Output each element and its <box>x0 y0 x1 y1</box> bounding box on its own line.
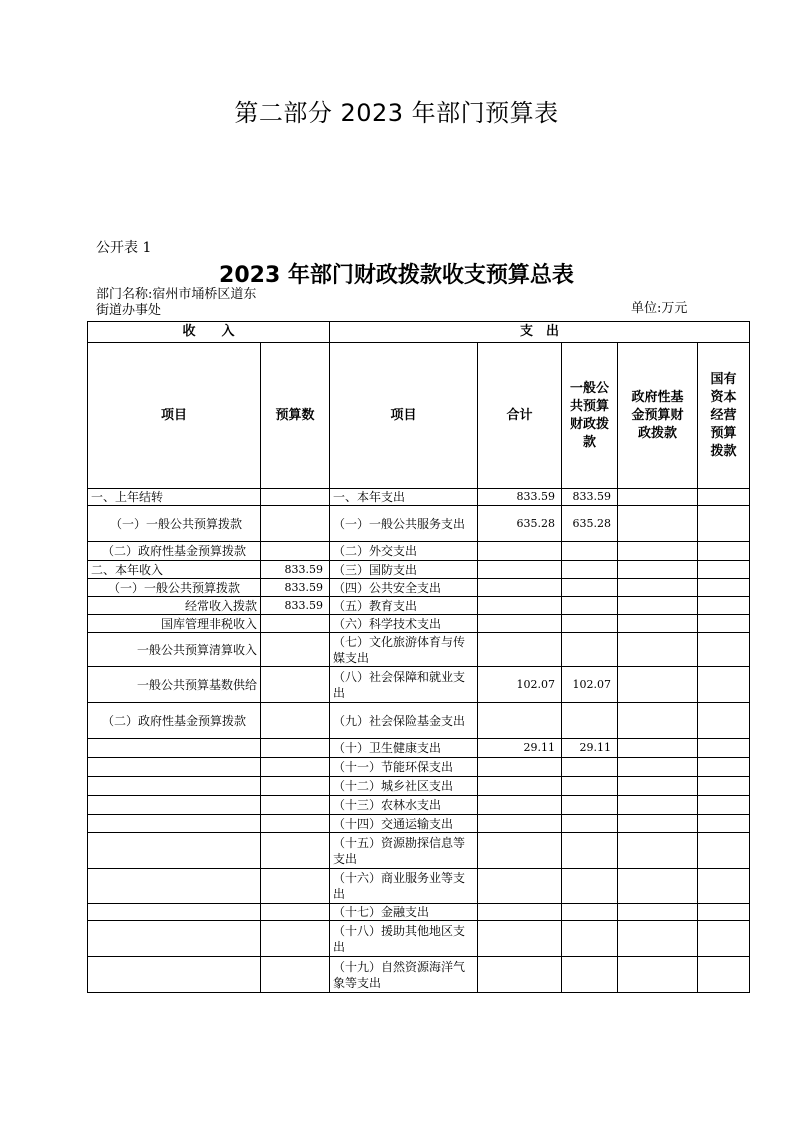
general-budget-cell <box>562 542 618 561</box>
expense-total-cell <box>478 904 562 921</box>
general-budget-cell <box>562 796 618 815</box>
income-item-cell: （二）政府性基金预算拨款 <box>88 703 261 739</box>
expense-total-cell <box>478 703 562 739</box>
table-row <box>88 561 750 579</box>
gov-fund-cell <box>618 758 698 777</box>
income-item-cell: （一）一般公共预算拨款 <box>88 579 261 597</box>
table-row <box>88 615 750 633</box>
income-amount-cell <box>261 542 330 561</box>
part-title: 第二部分 2023 年部门预算表 <box>234 99 559 127</box>
gov-fund-cell <box>618 777 698 796</box>
expense-item-cell: （十一）节能环保支出 <box>330 758 478 777</box>
income-amount-cell <box>261 633 330 667</box>
expense-item-cell: （十二）城乡社区支出 <box>330 777 478 796</box>
state-capital-cell <box>698 777 750 796</box>
table-row <box>88 758 750 777</box>
state-capital-cell <box>698 796 750 815</box>
state-capital-cell <box>698 579 750 597</box>
expense-total-cell <box>478 633 562 667</box>
general-budget-cell: 29.11 <box>562 739 618 758</box>
table-row <box>88 597 750 615</box>
expense-header: 支 出 <box>330 322 750 343</box>
state-capital-cell <box>698 597 750 615</box>
expense-item-cell: （六）科学技术支出 <box>330 615 478 633</box>
income-item-cell: 国库管理非税收入 <box>88 615 261 633</box>
expense-total-cell: 102.07 <box>478 667 562 703</box>
state-capital-cell <box>698 703 750 739</box>
expense-item-cell: （九）社会保险基金支出 <box>330 703 478 739</box>
expense-total-cell <box>478 921 562 957</box>
general-budget-cell <box>562 703 618 739</box>
income-amount-cell <box>261 739 330 758</box>
expense-item-cell: （十）卫生健康支出 <box>330 739 478 758</box>
expense-item-cell: （五）教育支出 <box>330 597 478 615</box>
gov-fund-cell <box>618 542 698 561</box>
state-capital-cell <box>698 667 750 703</box>
general-budget-cell: 102.07 <box>562 667 618 703</box>
expense-total-cell <box>478 561 562 579</box>
col-budget-amount: 预算数 <box>261 343 330 489</box>
table-row <box>88 579 750 597</box>
table-row <box>88 957 750 993</box>
income-amount-cell <box>261 904 330 921</box>
income-amount-cell <box>261 506 330 542</box>
income-item-cell: 经常收入拨款 <box>88 597 261 615</box>
gov-fund-cell <box>618 579 698 597</box>
table-row <box>88 921 750 957</box>
col-income-item: 项目 <box>88 343 261 489</box>
expense-item-cell: （四）公共安全支出 <box>330 579 478 597</box>
gov-fund-cell <box>618 506 698 542</box>
income-amount-cell <box>261 921 330 957</box>
income-amount-cell <box>261 667 330 703</box>
gov-fund-cell <box>618 597 698 615</box>
income-amount-cell: 833.59 <box>261 579 330 597</box>
table-title: 2023 年部门财政拨款收支预算总表 <box>219 263 574 288</box>
state-capital-cell <box>698 921 750 957</box>
table-row <box>88 869 750 904</box>
gov-fund-cell <box>618 667 698 703</box>
gov-fund-cell <box>618 615 698 633</box>
gov-fund-cell <box>618 921 698 957</box>
table-row <box>88 703 750 739</box>
general-budget-cell <box>562 815 618 833</box>
general-budget-cell: 635.28 <box>562 506 618 542</box>
general-budget-cell <box>562 777 618 796</box>
expense-item-cell: （十四）交通运输支出 <box>330 815 478 833</box>
income-amount-cell <box>261 869 330 904</box>
gov-fund-cell <box>618 561 698 579</box>
general-budget-cell <box>562 579 618 597</box>
general-budget-cell <box>562 758 618 777</box>
income-amount-cell <box>261 957 330 993</box>
expense-total-cell <box>478 542 562 561</box>
expense-item-cell: （八）社会保障和就业支出 <box>330 667 478 703</box>
col-state-capital: 国有资本经营预算拨款 <box>698 343 750 489</box>
state-capital-cell <box>698 633 750 667</box>
expense-total-cell: 833.59 <box>478 489 562 506</box>
gov-fund-cell <box>618 796 698 815</box>
state-capital-cell <box>698 957 750 993</box>
income-item-cell <box>88 796 261 815</box>
state-capital-cell <box>698 542 750 561</box>
state-capital-cell <box>698 758 750 777</box>
table-row <box>88 739 750 758</box>
general-budget-cell <box>562 597 618 615</box>
column-header-row <box>88 343 750 489</box>
expense-total-cell <box>478 758 562 777</box>
gov-fund-cell <box>618 739 698 758</box>
income-item-cell <box>88 833 261 869</box>
table-row <box>88 815 750 833</box>
expense-item-cell: （二）外交支出 <box>330 542 478 561</box>
expense-total-cell <box>478 615 562 633</box>
budget-summary-table <box>87 321 750 993</box>
income-amount-cell: 833.59 <box>261 597 330 615</box>
col-general-budget: 一般公共预算财政拨款 <box>562 343 618 489</box>
state-capital-cell <box>698 869 750 904</box>
section-header-row <box>88 322 750 343</box>
state-capital-cell <box>698 815 750 833</box>
income-item-cell <box>88 957 261 993</box>
income-item-cell: （二）政府性基金预算拨款 <box>88 542 261 561</box>
general-budget-cell: 833.59 <box>562 489 618 506</box>
expense-total-cell <box>478 833 562 869</box>
expense-total-cell: 29.11 <box>478 739 562 758</box>
income-item-cell: 二、本年收入 <box>88 561 261 579</box>
general-budget-cell <box>562 615 618 633</box>
table-row <box>88 833 750 869</box>
expense-total-cell <box>478 957 562 993</box>
expense-total-cell <box>478 869 562 904</box>
general-budget-cell <box>562 869 618 904</box>
expense-total-cell <box>478 796 562 815</box>
general-budget-cell <box>562 833 618 869</box>
general-budget-cell <box>562 957 618 993</box>
gov-fund-cell <box>618 904 698 921</box>
table-row <box>88 796 750 815</box>
table-row <box>88 489 750 506</box>
state-capital-cell <box>698 489 750 506</box>
income-item-cell <box>88 904 261 921</box>
col-total: 合计 <box>478 343 562 489</box>
department-name: 部门名称:宿州市埇桥区道东街道办事处 <box>96 287 257 318</box>
income-amount-cell <box>261 815 330 833</box>
income-item-cell <box>88 921 261 957</box>
gov-fund-cell <box>618 833 698 869</box>
expense-item-cell: （十九）自然资源海洋气象等支出 <box>330 957 478 993</box>
income-amount-cell <box>261 615 330 633</box>
income-item-cell <box>88 777 261 796</box>
expense-total-cell <box>478 815 562 833</box>
state-capital-cell <box>698 506 750 542</box>
income-amount-cell <box>261 703 330 739</box>
general-budget-cell <box>562 904 618 921</box>
table-row <box>88 542 750 561</box>
expense-total-cell <box>478 579 562 597</box>
income-amount-cell: 833.59 <box>261 561 330 579</box>
expense-item-cell: 一、本年支出 <box>330 489 478 506</box>
gov-fund-cell <box>618 869 698 904</box>
expense-item-cell: （十五）资源勘探信息等支出 <box>330 833 478 869</box>
general-budget-cell <box>562 633 618 667</box>
expense-item-cell: （十七）金融支出 <box>330 904 478 921</box>
expense-total-cell <box>478 777 562 796</box>
income-item-cell: 一般公共预算清算收入 <box>88 633 261 667</box>
income-amount-cell <box>261 796 330 815</box>
expense-item-cell: （十六）商业服务业等支出 <box>330 869 478 904</box>
table-number: 公开表 1 <box>96 240 152 256</box>
table-row <box>88 633 750 667</box>
income-item-cell <box>88 739 261 758</box>
expense-item-cell: （十三）农林水支出 <box>330 796 478 815</box>
expense-total-cell <box>478 597 562 615</box>
income-item-cell: 一般公共预算基数供给 <box>88 667 261 703</box>
state-capital-cell <box>698 739 750 758</box>
income-item-cell <box>88 815 261 833</box>
table-row <box>88 667 750 703</box>
state-capital-cell <box>698 904 750 921</box>
expense-item-cell: （三）国防支出 <box>330 561 478 579</box>
expense-item-cell: （一）一般公共服务支出 <box>330 506 478 542</box>
gov-fund-cell <box>618 957 698 993</box>
unit-label: 单位:万元 <box>631 301 688 316</box>
table-row <box>88 777 750 796</box>
expense-item-cell: （十八）援助其他地区支出 <box>330 921 478 957</box>
state-capital-cell <box>698 561 750 579</box>
income-amount-cell <box>261 489 330 506</box>
income-item-cell <box>88 758 261 777</box>
state-capital-cell <box>698 615 750 633</box>
state-capital-cell <box>698 833 750 869</box>
income-header: 收 入 <box>88 322 330 343</box>
income-item-cell: （一）一般公共预算拨款 <box>88 506 261 542</box>
table-row <box>88 506 750 542</box>
table-row <box>88 904 750 921</box>
gov-fund-cell <box>618 633 698 667</box>
col-gov-fund: 政府性基金预算财政拨款 <box>618 343 698 489</box>
income-amount-cell <box>261 833 330 869</box>
general-budget-cell <box>562 561 618 579</box>
general-budget-cell <box>562 921 618 957</box>
income-item-cell: 一、上年结转 <box>88 489 261 506</box>
col-expense-item: 项目 <box>330 343 478 489</box>
gov-fund-cell <box>618 703 698 739</box>
income-amount-cell <box>261 777 330 796</box>
gov-fund-cell <box>618 815 698 833</box>
expense-total-cell: 635.28 <box>478 506 562 542</box>
expense-item-cell: （七）文化旅游体育与传媒支出 <box>330 633 478 667</box>
gov-fund-cell <box>618 489 698 506</box>
income-amount-cell <box>261 758 330 777</box>
income-item-cell <box>88 869 261 904</box>
